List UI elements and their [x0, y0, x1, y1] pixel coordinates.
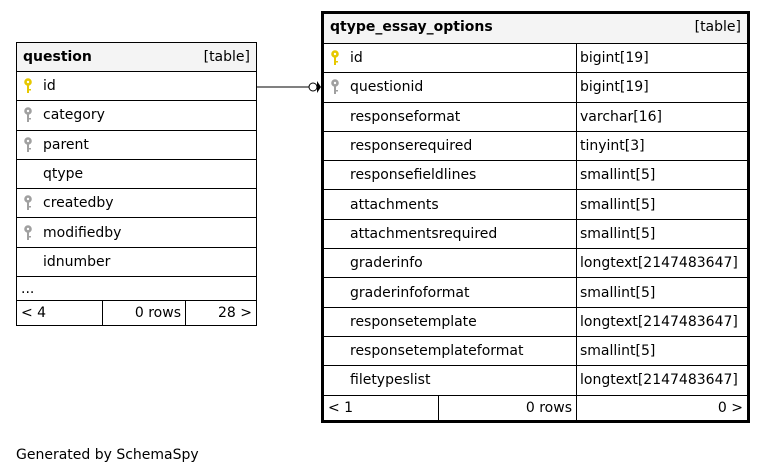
column-type: varchar[16] [580, 108, 662, 125]
column-name: id [43, 78, 56, 95]
column-name: questionid [350, 79, 424, 96]
table-name[interactable]: question [23, 49, 92, 65]
column-row[interactable] [324, 337, 747, 366]
column-type: smallint[5] [580, 284, 656, 301]
column-name-cell [324, 337, 577, 365]
column-row[interactable] [17, 248, 256, 277]
column-row[interactable] [17, 160, 256, 189]
column-row[interactable] [324, 103, 747, 132]
essay-table-footer [324, 396, 747, 420]
column-row[interactable] [17, 131, 256, 160]
column-name-cell [17, 248, 256, 276]
column-row[interactable] [324, 249, 747, 278]
primary-key-icon [23, 78, 43, 94]
column-name: modifiedby [43, 224, 122, 241]
column-name: id [350, 50, 363, 67]
column-row[interactable] [324, 220, 747, 249]
column-name-cell [17, 101, 256, 129]
parents-link[interactable]: < 1 [324, 396, 439, 420]
column-name-cell [324, 308, 577, 336]
column-type: smallint[5] [580, 343, 656, 360]
column-type: bigint[19] [580, 50, 649, 67]
more-columns-indicator: ... [17, 277, 256, 301]
column-type: longtext[2147483647] [580, 255, 738, 272]
column-row[interactable] [17, 218, 256, 247]
column-name-cell [324, 73, 577, 101]
column-name-cell [324, 103, 577, 131]
column-type: longtext[2147483647] [580, 313, 738, 330]
column-name: graderinfoformat [350, 284, 470, 301]
column-name-cell [17, 131, 256, 159]
essay-columns [324, 44, 747, 396]
column-name-cell [324, 161, 577, 189]
column-name: responsefieldlines [350, 167, 477, 184]
qtype-essay-options-table[interactable] [321, 11, 750, 423]
column-name-cell [17, 189, 256, 217]
column-name: responsetemplateformat [350, 343, 524, 360]
column-row[interactable] [324, 190, 747, 219]
foreign-key-icon [23, 107, 43, 123]
column-row[interactable] [17, 101, 256, 130]
question-table-footer [17, 301, 256, 325]
column-row[interactable] [324, 366, 747, 395]
column-type: smallint[5] [580, 225, 656, 242]
foreign-key-icon [23, 225, 43, 241]
column-name: responsetemplate [350, 313, 477, 330]
column-name: filetypeslist [350, 372, 431, 389]
children-link[interactable]: 28 > [218, 305, 252, 322]
column-name: category [43, 107, 105, 124]
column-name: idnumber [43, 253, 111, 270]
column-name: attachmentsrequired [350, 225, 498, 242]
column-name-cell [17, 160, 256, 188]
question-table[interactable] [16, 42, 257, 326]
foreign-key-icon [330, 79, 350, 95]
zero-cardinality-circle [309, 83, 317, 91]
column-name: parent [43, 136, 89, 153]
table-kind: [table] [694, 18, 741, 35]
primary-key-icon [330, 50, 350, 66]
column-row[interactable] [324, 161, 747, 190]
column-name-cell [324, 249, 577, 277]
column-name: responserequired [350, 138, 473, 155]
column-type: longtext[2147483647] [580, 372, 738, 389]
column-row[interactable] [17, 72, 256, 101]
question-table-header[interactable] [17, 43, 256, 72]
column-name-cell [324, 220, 577, 248]
column-name: graderinfo [350, 255, 423, 272]
foreign-key-icon [23, 195, 43, 211]
column-type: bigint[19] [580, 79, 649, 96]
column-type: tinyint[3] [580, 138, 645, 155]
column-name: attachments [350, 196, 439, 213]
column-row[interactable] [324, 73, 747, 102]
row-count: 0 rows [439, 396, 577, 420]
column-type: smallint[5] [580, 167, 656, 184]
column-name-cell [324, 278, 577, 306]
column-row[interactable] [324, 132, 747, 161]
table-kind: [table] [203, 49, 250, 65]
foreign-key-icon [23, 137, 43, 153]
question-columns [17, 72, 256, 277]
column-name-cell [324, 190, 577, 218]
column-name: createdby [43, 195, 114, 212]
column-name-cell [324, 44, 577, 72]
table-name[interactable]: qtype_essay_options [330, 18, 493, 35]
column-row[interactable] [324, 278, 747, 307]
column-row[interactable] [324, 44, 747, 73]
children-link[interactable]: 0 > [717, 399, 743, 416]
column-name: qtype [43, 166, 84, 183]
column-name: responseformat [350, 108, 461, 125]
column-type: smallint[5] [580, 196, 656, 213]
parents-link[interactable]: < 4 [17, 301, 103, 325]
column-name-cell [324, 132, 577, 160]
column-name-cell [324, 366, 577, 394]
row-count: 0 rows [103, 301, 186, 325]
generated-by-footer: Generated by SchemaSpy [16, 447, 199, 463]
column-row[interactable] [17, 189, 256, 218]
essay-table-header[interactable] [324, 14, 747, 44]
column-name-cell [17, 72, 256, 100]
column-row[interactable] [324, 308, 747, 337]
column-name-cell [17, 218, 256, 246]
